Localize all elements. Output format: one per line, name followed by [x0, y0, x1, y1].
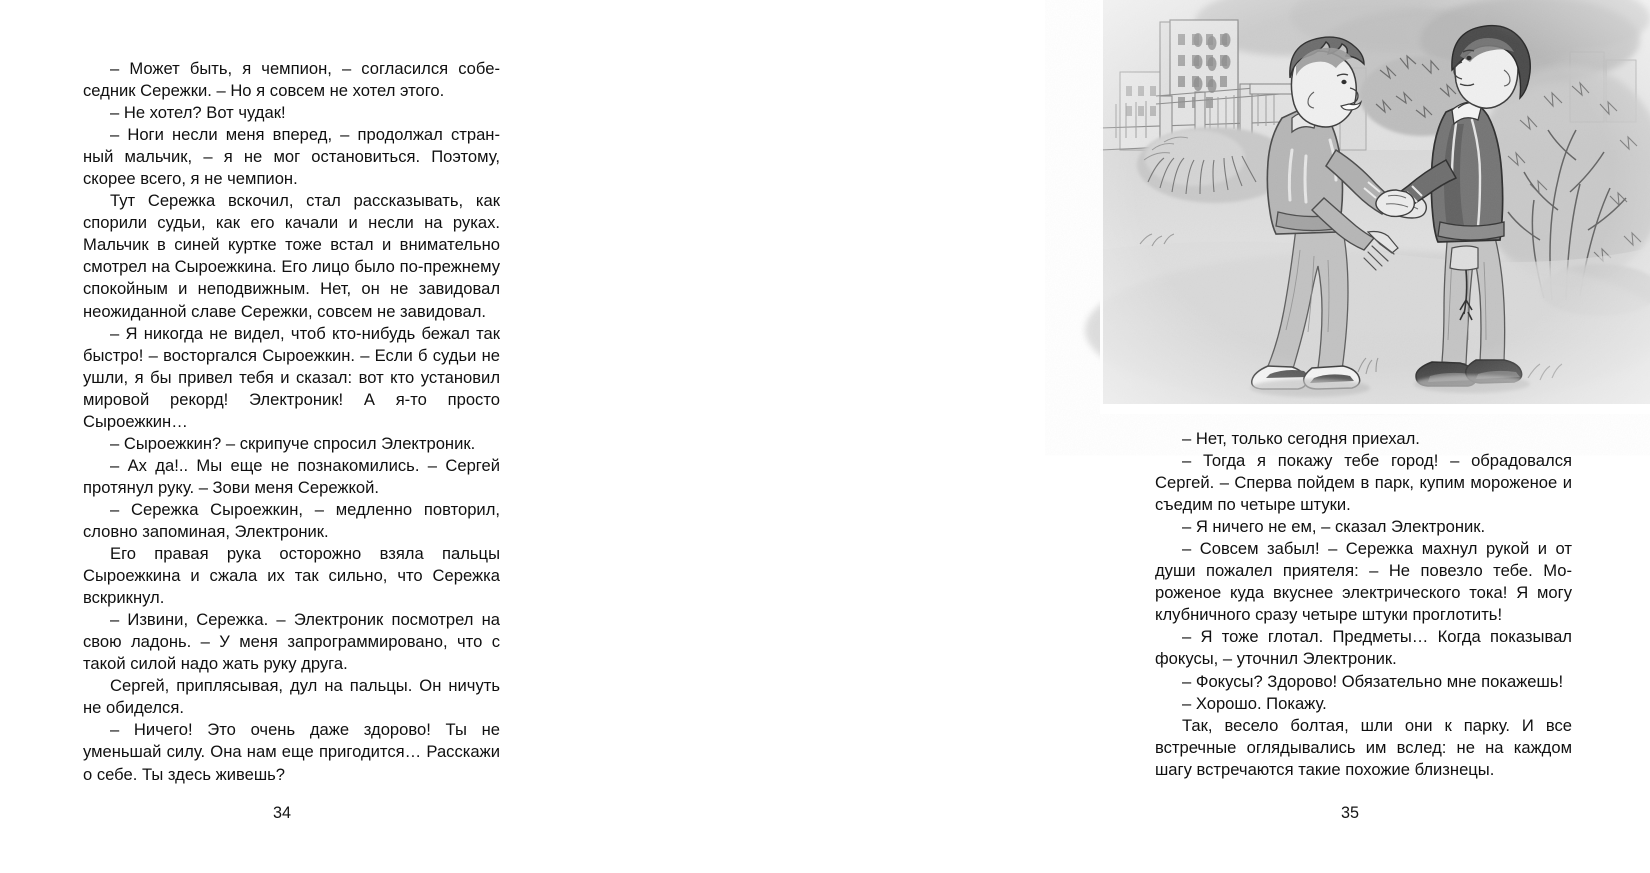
paragraph: – Нет, только сегодня приехал. [1182, 429, 1420, 448]
paragraph: Сергей, приплясывая, дул на пальцы. Он ничуть не обиделся. [83, 676, 500, 718]
paragraph: – Ничего! Это очень даже здорово! Ты не уменьшай силу. Она нам еще пригодится… Расскажи о себе. Ты здесь живешь? [83, 720, 500, 784]
paragraph: – Сыроежкин? – скрипуче спросил Электроник. [110, 433, 476, 453]
illustration-artwork [1100, 0, 1650, 414]
right-page [550, 0, 1572, 873]
left-page [0, 0, 550, 873]
paragraph: – Фокусы? Здорово! Обязательно мне покажешь! [1182, 671, 1564, 691]
paragraph: – Тогда я покажу тебе город! – обрадовался Сергей. – Сперва пойдем в парк, купим мороженое и съедим по четыре штуки. [1155, 451, 1572, 515]
paragraph: – Может быть, я чемпион, – согласился собеседник Сережки. – Но я совсем не хотел этого. [83, 59, 500, 101]
paragraph: – Извини, Сережка. – Электроник посмотрел на свою ладонь. – У меня запрограммировано, что с такой силой надо жать руку друга. [83, 610, 500, 674]
paragraph: – Совсем забыл! – Сережка махнул рукой и от души пожалел приятеля: – Не повезло тебе. Мороженое куда вкуснее электрического тока! Я могу клубничного сразу четыре штуки проглотить! [1155, 539, 1572, 625]
paragraph: – Я никогда не видел, чтоб кто-нибудь бежал так быстро! – восторгался Сыроежкин. – Если б судьи не ушли, я бы привел тебя и сказал: вот кто установил мировой рекорд! Электроник! А я-то просто Сыроежкин… [83, 323, 500, 431]
paragraph: Тут Сережка вскочил, стал рассказывать, как спорили судьи, как его качали и несли на руках. Мальчик в синей куртке тоже встал и внимательно смотрел на Сыроежкина. Его лицо было по-прежнему спокойным и неподвижным. Нет, он не завидовал неожиданной славе Сережки, совсем не завидовал. [83, 191, 500, 321]
left-page-body-text [83, 58, 500, 786]
paragraph: – Я тоже глотал. Предметы… Когда показывал фокусы, – уточнил Электроник. [1155, 627, 1572, 669]
page-number-right: 35 [1340, 804, 1359, 822]
paragraph: – Сережка Сыроежкин, – медленно повторил, словно запоминая, Электроник. [83, 499, 500, 541]
paragraph: – Я ничего не ем, – сказал Электроник. [1182, 517, 1486, 537]
paragraph: – Хорошо. Покажу. [1182, 693, 1327, 713]
paragraph: – Ах да!.. Мы еще не познакомились. – Сергей протянул руку. – Зови меня Сережкой. [83, 455, 500, 497]
paragraph: – Ноги несли меня вперед, – продолжал странный мальчик, – я не мог остановиться. Поэтому, скорее всего, я не чемпион. [83, 125, 500, 189]
paragraph: Его правая рука осторожно взяла пальцы Сыроежкина и сжала их так сильно, что Сережка вскрикнул. [83, 544, 500, 608]
right-page-body-text [1155, 428, 1572, 781]
illustration [1100, 0, 1650, 414]
paragraph: Так, весело болтая, шли они к парку. И все встречные оглядывались им вслед: не на каждом шагу встречаются такие похожие близнецы. [1155, 715, 1572, 779]
page-number-left: 34 [272, 804, 291, 822]
paragraph: – Не хотел? Вот чудак! [110, 103, 286, 123]
